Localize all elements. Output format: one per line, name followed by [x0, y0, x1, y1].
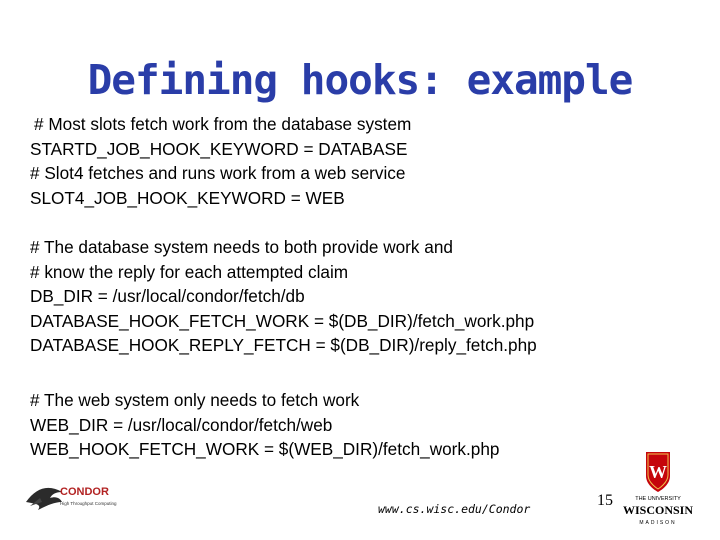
config-line: WEB_DIR = /usr/local/condor/fetch/web — [30, 414, 333, 435]
config-block-slots — [30, 112, 411, 210]
page-number: 15 — [597, 492, 613, 509]
svg-text:THE UNIVERSITY: THE UNIVERSITY — [635, 496, 681, 502]
config-line: # The web system only needs to fetch work — [30, 390, 360, 410]
svg-text:CONDOR: CONDOR — [60, 486, 109, 498]
config-line: # Slot4 fetches and runs work from a web service — [30, 163, 406, 183]
config-line: # The database system needs to both provide work and — [30, 237, 453, 257]
config-line: # know the reply for each attempted claim — [30, 261, 349, 282]
condor-logo-icon — [22, 478, 132, 518]
config-line: SLOT4_JOB_HOOK_KEYWORD = WEB — [30, 187, 345, 208]
config-line: # Most slots fetch work from the database system — [34, 114, 412, 134]
config-line: DATABASE_HOOK_FETCH_WORK = $(DB_DIR)/fetch_work.php — [30, 310, 535, 331]
footer-url: www.cs.wisc.edu/Condor — [378, 502, 531, 516]
config-line: STARTD_JOB_HOOK_KEYWORD = DATABASE — [30, 138, 408, 159]
config-block-database — [30, 235, 537, 358]
config-line: DB_DIR = /usr/local/condor/fetch/db — [30, 286, 305, 306]
svg-text:MADISON: MADISON — [639, 520, 677, 526]
svg-text:WISCONSIN: WISCONSIN — [622, 503, 694, 517]
uw-crest-icon — [622, 450, 694, 528]
slide-title: Defining hooks: example — [87, 56, 633, 104]
config-line: WEB_HOOK_FETCH_WORK = $(WEB_DIR)/fetch_work.php — [30, 439, 500, 459]
config-line: DATABASE_HOOK_REPLY_FETCH = $(DB_DIR)/reply_fetch.php — [30, 335, 537, 355]
config-block-web — [30, 388, 499, 462]
svg-text:W: W — [649, 462, 667, 482]
svg-text:High Throughput Computing: High Throughput Computing — [60, 501, 117, 506]
